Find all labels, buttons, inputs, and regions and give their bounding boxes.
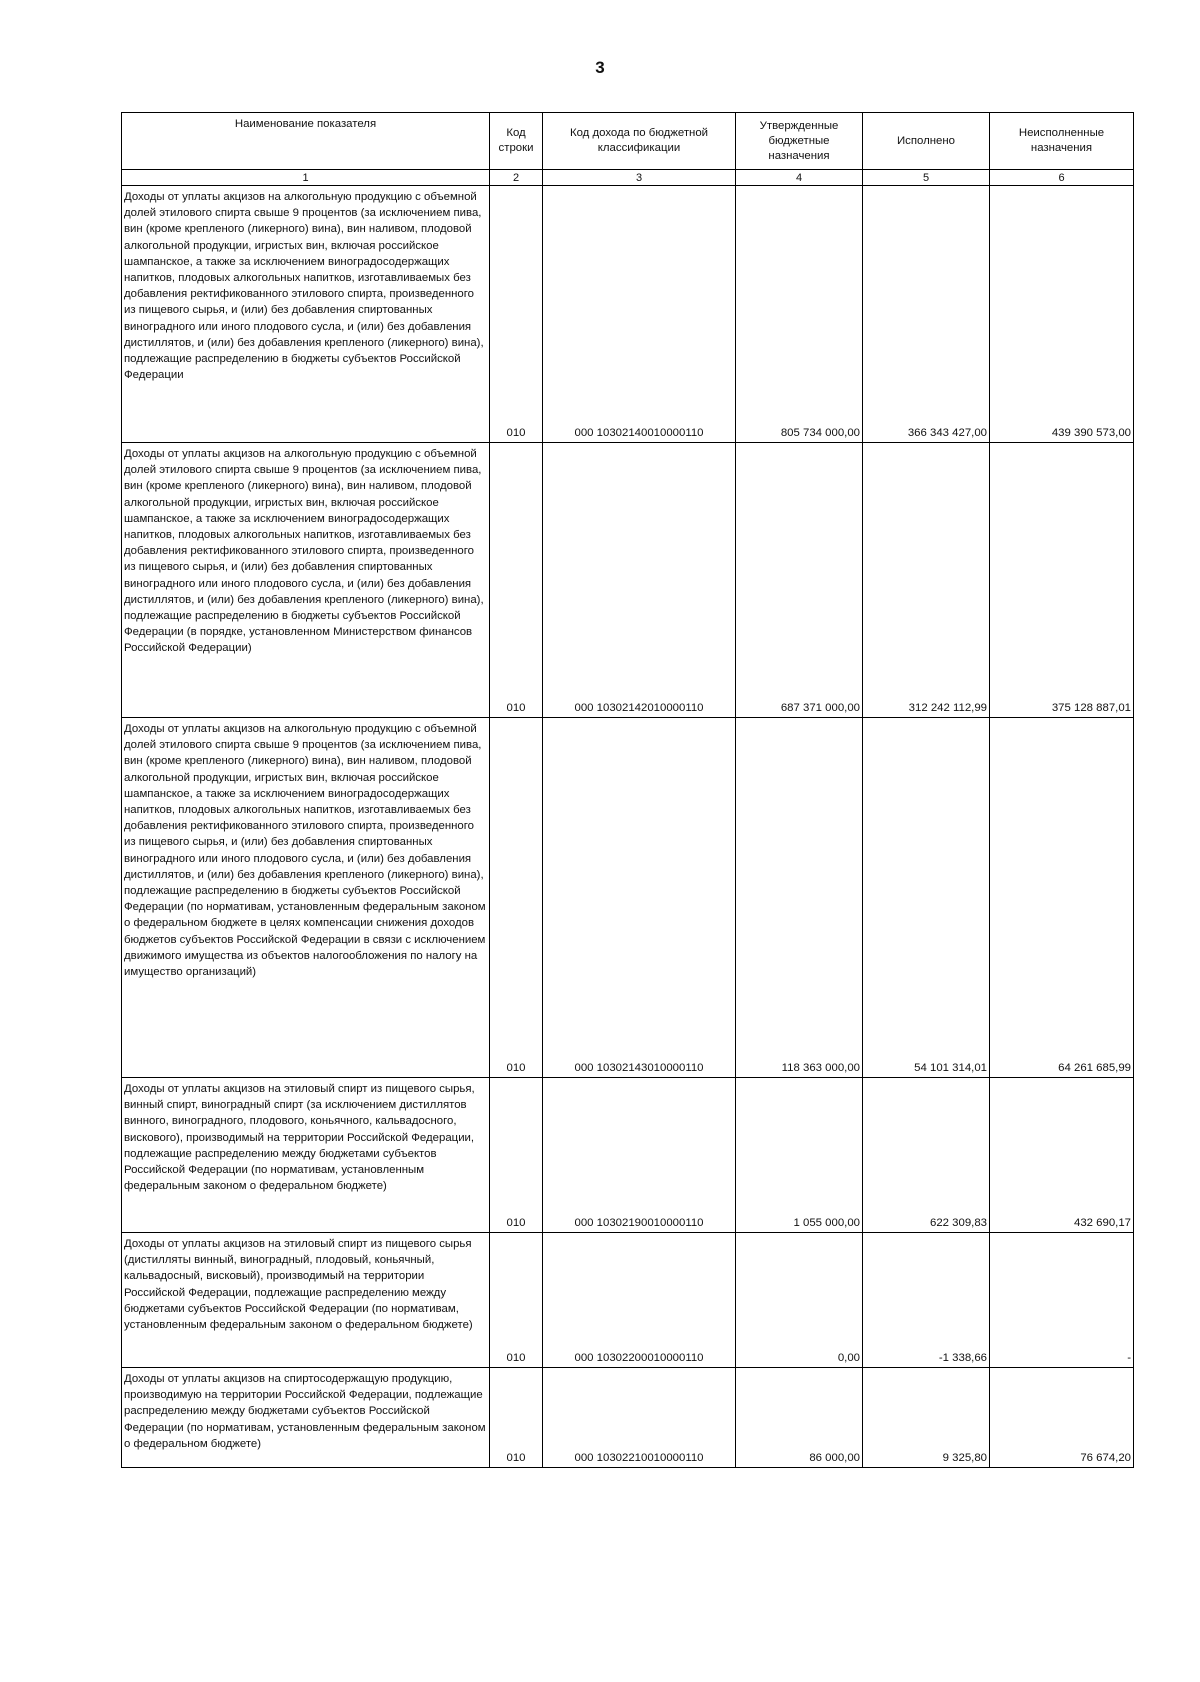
header-approved: Утвержденные бюджетные назначения <box>736 113 863 170</box>
table-row <box>122 1233 1134 1368</box>
table-row <box>122 443 1134 718</box>
approved-amount: 118 363 000,00 <box>736 718 863 1078</box>
column-number: 1 <box>122 170 490 186</box>
header-line-code: Код строки <box>490 113 543 170</box>
unexecuted-amount: 439 390 573,00 <box>990 186 1134 443</box>
indicator-name: Доходы от уплаты акцизов на алкогольную продукцию с объемной долей этилового спирта свыше 9 процентов (за исключением пива, вин (кроме крепленого (ликерного) вина), вин наливом, плодовой алкогольной продукции, игристых вин, включая российское шампанское, а также за исключением виноградосодержащих напитков, плодовых алкогольных напитков, изготавливаемых без добавления ректификованного этилового спирта, произведенного из пищевого сырья, и (или) без добавления спиртованных виноградного или иного плодового сусла, и (или) без добавления дистиллятов, и (или) без добавления крепленого (ликерного) вина), подлежащие распределению в бюджеты субъектов Российской Федерации (по нормативам, установленным федеральным законом о федеральном бюджете в целях компенсации снижения доходов бюджетов субъектов Российской Федерации в связи с исключением движимого имущества из объектов налогообложения по налогу на имущество организаций) <box>122 718 490 1078</box>
line-code: 010 <box>490 186 543 443</box>
table-row <box>122 186 1134 443</box>
approved-amount: 687 371 000,00 <box>736 443 863 718</box>
table-header-row <box>122 113 1134 170</box>
approved-amount: 0,00 <box>736 1233 863 1368</box>
line-code: 010 <box>490 718 543 1078</box>
income-code: 000 10302140010000110 <box>543 186 736 443</box>
line-code: 010 <box>490 1078 543 1233</box>
executed-amount: -1 338,66 <box>863 1233 990 1368</box>
indicator-name: Доходы от уплаты акцизов на этиловый спирт из пищевого сырья, винный спирт, виноградный спирт (за исключением дистиллятов винного, виноградного, плодового, коньячного, кальвадосного, вискового), производимый на территории Российской Федерации, подлежащие распределению между бюджетами субъектов Российской Федерации (по нормативам, установленным федеральным законом о федеральном бюджете) <box>122 1078 490 1233</box>
unexecuted-amount: 432 690,17 <box>990 1078 1134 1233</box>
executed-amount: 366 343 427,00 <box>863 186 990 443</box>
unexecuted-amount: 64 261 685,99 <box>990 718 1134 1078</box>
income-code: 000 10302210010000110 <box>543 1368 736 1468</box>
column-numbers-row <box>122 170 1134 186</box>
approved-amount: 805 734 000,00 <box>736 186 863 443</box>
line-code: 010 <box>490 1233 543 1368</box>
line-code: 010 <box>490 443 543 718</box>
income-code: 000 10302200010000110 <box>543 1233 736 1368</box>
executed-amount: 312 242 112,99 <box>863 443 990 718</box>
table-row <box>122 718 1134 1078</box>
unexecuted-amount: 76 674,20 <box>990 1368 1134 1468</box>
table-row <box>122 1078 1134 1233</box>
header-executed: Исполнено <box>863 113 990 170</box>
column-number: 6 <box>990 170 1134 186</box>
column-number: 3 <box>543 170 736 186</box>
income-code: 000 10302143010000110 <box>543 718 736 1078</box>
approved-amount: 86 000,00 <box>736 1368 863 1468</box>
executed-amount: 54 101 314,01 <box>863 718 990 1078</box>
indicator-name: Доходы от уплаты акцизов на этиловый спирт из пищевого сырья (дистилляты винный, виноградный, плодовый, коньячный, кальвадосный, висковый), производимый на территории Российской Федерации, подлежащие распределению между бюджетами субъектов Российской Федерации (по нормативам, установленным федеральным законом о федеральном бюджете) <box>122 1233 490 1368</box>
line-code: 010 <box>490 1368 543 1468</box>
header-unexecuted: Неисполненные назначения <box>990 113 1134 170</box>
income-code: 000 10302190010000110 <box>543 1078 736 1233</box>
column-number: 2 <box>490 170 543 186</box>
header-name: Наименование показателя <box>122 113 490 170</box>
table-row <box>122 1368 1134 1468</box>
executed-amount: 622 309,83 <box>863 1078 990 1233</box>
column-number: 4 <box>736 170 863 186</box>
indicator-name: Доходы от уплаты акцизов на алкогольную продукцию с объемной долей этилового спирта свыше 9 процентов (за исключением пива, вин (кроме крепленого (ликерного) вина), вин наливом, плодовой алкогольной продукции, игристых вин, включая российское шампанское, а также за исключением виноградосодержащих напитков, плодовых алкогольных напитков, изготавливаемых без добавления ректификованного этилового спирта, произведенного из пищевого сырья, и (или) без добавления спиртованных виноградного или иного плодового сусла, и (или) без добавления дистиллятов, и (или) без добавления крепленого (ликерного) вина), подлежащие распределению в бюджеты субъектов Российской Федерации (в порядке, установленном Министерством финансов Российской Федерации) <box>122 443 490 718</box>
income-code: 000 10302142010000110 <box>543 443 736 718</box>
unexecuted-amount: 375 128 887,01 <box>990 443 1134 718</box>
indicator-name: Доходы от уплаты акцизов на спиртосодержащую продукцию, производимую на территории Российской Федерации, подлежащие распределению между бюджетами субъектов Российской Федерации (по нормативам, установленным федеральным законом о федеральном бюджете) <box>122 1368 490 1468</box>
header-income-code: Код дохода по бюджетной классификации <box>543 113 736 170</box>
column-number: 5 <box>863 170 990 186</box>
indicator-name: Доходы от уплаты акцизов на алкогольную продукцию с объемной долей этилового спирта свыше 9 процентов (за исключением пива, вин (кроме крепленого (ликерного) вина), вин наливом, плодовой алкогольной продукции, игристых вин, включая российское шампанское, а также за исключением виноградосодержащих напитков, плодовых алкогольных напитков, изготавливаемых без добавления ректификованного этилового спирта, произведенного из пищевого сырья, и (или) без добавления спиртованных виноградного или иного плодового сусла, и (или) без добавления дистиллятов, и (или) без добавления крепленого (ликерного) вина), подлежащие распределению в бюджеты субъектов Российской Федерации <box>122 186 490 443</box>
page-number: 3 <box>595 58 605 77</box>
approved-amount: 1 055 000,00 <box>736 1078 863 1233</box>
executed-amount: 9 325,80 <box>863 1368 990 1468</box>
unexecuted-amount: - <box>990 1233 1134 1368</box>
income-report-table <box>121 112 1134 1468</box>
